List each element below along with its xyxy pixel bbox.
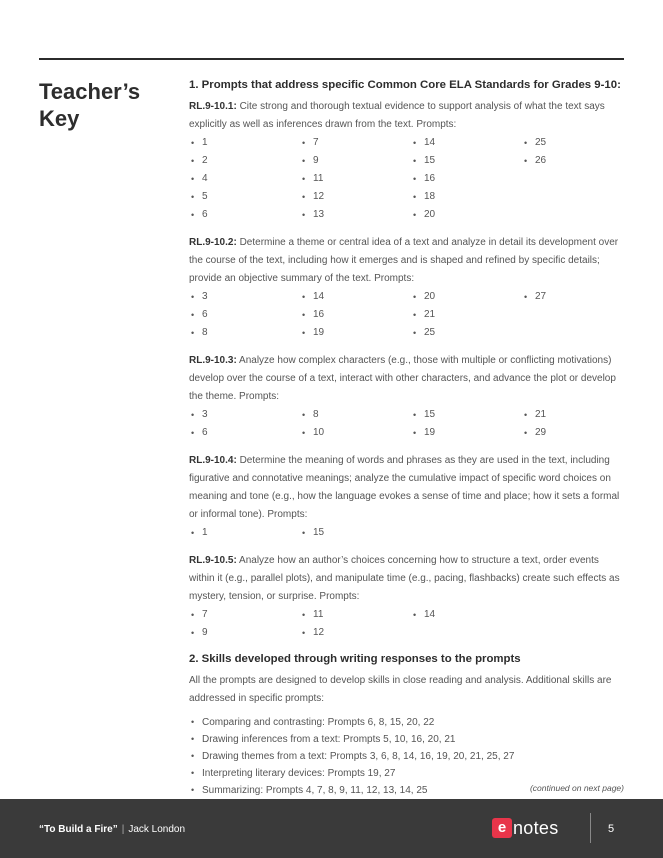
standard-code: RL.9-10.3: xyxy=(189,355,237,366)
prompt-number: • 14 xyxy=(411,606,522,624)
sidebar-title-line2: Key xyxy=(39,106,80,131)
prompt-number: • 9 xyxy=(300,152,411,170)
prompt-number: • 12 xyxy=(300,624,411,642)
prompt-number: • 3 xyxy=(189,406,300,424)
prompt-number: • 11 xyxy=(300,170,411,188)
prompt-number: • 3 xyxy=(189,288,300,306)
prompt-number: • 1 xyxy=(189,524,300,542)
standard-text xyxy=(189,552,625,606)
prompt-number: • 19 xyxy=(300,324,411,342)
prompt-columns xyxy=(189,134,625,224)
prompt-column xyxy=(522,524,633,542)
footer-divider xyxy=(590,813,591,843)
prompt-column xyxy=(411,288,522,342)
prompt-number: • 20 xyxy=(411,206,522,224)
prompt-number: • 14 xyxy=(300,288,411,306)
standard-text xyxy=(189,352,625,406)
prompt-number: • 6 xyxy=(189,306,300,324)
prompt-number: • 13 xyxy=(300,206,411,224)
standard-description: Cite strong and thorough textual evidence to support analysis of what the text says explicitly as well as inferences drawn from the text. Prompts: xyxy=(189,101,605,130)
prompt-number: • 26 xyxy=(522,152,633,170)
prompt-columns xyxy=(189,606,625,642)
standard-code: RL.9-10.2: xyxy=(189,237,237,248)
footer-work-title: “To Build a Fire” xyxy=(39,824,118,835)
prompt-number: • 20 xyxy=(411,288,522,306)
sidebar-title xyxy=(39,78,179,132)
prompt-number: • 15 xyxy=(411,406,522,424)
standard-block xyxy=(189,234,625,342)
prompt-number: • 21 xyxy=(411,306,522,324)
prompt-column xyxy=(300,406,411,442)
prompt-number: • 4 xyxy=(189,170,300,188)
sidebar-title-line1: Teacher’s xyxy=(39,79,141,104)
continued-note: (continued on next page) xyxy=(529,783,624,793)
prompt-number: • 1 xyxy=(189,134,300,152)
top-divider xyxy=(39,58,624,60)
standard-block xyxy=(189,98,625,224)
prompt-number: • 16 xyxy=(411,170,522,188)
footer-separator: | xyxy=(121,824,125,835)
prompt-number: • 18 xyxy=(411,188,522,206)
prompt-column xyxy=(300,288,411,342)
skill-item: • Comparing and contrasting: Prompts 6, 8, 15, 20, 22 xyxy=(189,714,625,731)
prompt-number: • 15 xyxy=(300,524,411,542)
skill-item: • Summarizing: Prompts 4, 7, 8, 9, 11, 12, 13, 14, 25 xyxy=(189,782,625,799)
prompt-number: • 5 xyxy=(189,188,300,206)
standard-code: RL.9-10.1: xyxy=(189,101,237,112)
prompt-columns xyxy=(189,288,625,342)
prompt-column xyxy=(522,134,633,224)
prompt-number: • 8 xyxy=(189,324,300,342)
prompt-column xyxy=(411,406,522,442)
skill-item: • Interpreting literary devices: Prompts 19, 27 xyxy=(189,765,625,782)
prompt-number: • 7 xyxy=(300,134,411,152)
prompt-number: • 11 xyxy=(300,606,411,624)
footer-title xyxy=(39,824,185,835)
prompt-number: • 25 xyxy=(522,134,633,152)
prompt-number: • 25 xyxy=(411,324,522,342)
prompt-number: • 29 xyxy=(522,424,633,442)
prompt-column xyxy=(411,606,522,642)
skill-item: • Drawing inferences from a text: Prompts 5, 10, 16, 20, 21 xyxy=(189,731,625,748)
prompt-number: • 6 xyxy=(189,424,300,442)
prompt-number: • 8 xyxy=(300,406,411,424)
prompt-number: • 19 xyxy=(411,424,522,442)
skill-item: • Drawing themes from a text: Prompts 3, 6, 8, 14, 16, 19, 20, 21, 25, 27 xyxy=(189,748,625,765)
prompt-column xyxy=(300,524,411,542)
standard-block xyxy=(189,452,625,542)
prompt-number: • 7 xyxy=(189,606,300,624)
standard-code: RL.9-10.4: xyxy=(189,455,237,466)
section1-heading: 1. Prompts that address specific Common Core ELA Standards for Grades 9-10: xyxy=(189,79,621,91)
enotes-logo-e-icon: e xyxy=(492,818,512,838)
standard-description: Analyze how complex characters (e.g., those with multiple or conflicting motivations) develop over the course of a text, interact with other characters, and advance the plot or develop the theme. Prompts: xyxy=(189,355,616,402)
standard-block xyxy=(189,552,625,642)
standard-description: Determine the meaning of words and phrases as they are used in the text, including figurative and connotative meanings; analyze the cumulative impact of specific word choices on meaning and tone (e.g., how the language evokes a sense of time and place; how it sets a formal or informal tone). Prompts: xyxy=(189,455,620,520)
enotes-logo-text: notes xyxy=(513,817,559,838)
standard-description: Analyze how an author’s choices concerning how to structure a text, order events within it (e.g., parallel plots), and manipulate time (e.g., pacing, flashbacks) create such effects as mystery, tension, or surprise. Prompts: xyxy=(189,555,620,602)
prompt-column xyxy=(522,606,633,642)
prompt-number: • 27 xyxy=(522,288,633,306)
prompt-number: • 14 xyxy=(411,134,522,152)
prompt-number: • 2 xyxy=(189,152,300,170)
page-number: 5 xyxy=(608,823,615,835)
prompt-number: • 10 xyxy=(300,424,411,442)
prompt-number: • 15 xyxy=(411,152,522,170)
section2-intro: All the prompts are designed to develop skills in close reading and analysis. Additional skills are addressed in specific prompts: xyxy=(189,675,612,704)
section2-heading: 2. Skills developed through writing responses to the prompts xyxy=(189,653,521,665)
main-content xyxy=(189,78,625,799)
footer xyxy=(0,799,663,858)
prompt-column xyxy=(300,134,411,224)
prompt-column xyxy=(411,524,522,542)
prompt-column xyxy=(189,524,300,542)
footer-author: Jack London xyxy=(128,824,186,835)
prompt-column xyxy=(300,606,411,642)
prompt-number: • 21 xyxy=(522,406,633,424)
prompt-column xyxy=(189,606,300,642)
prompt-columns xyxy=(189,406,625,442)
prompt-number: • 9 xyxy=(189,624,300,642)
prompt-column xyxy=(411,134,522,224)
prompt-column xyxy=(189,288,300,342)
standard-description: Determine a theme or central idea of a text and analyze in detail its development over the course of the text, including how it emerges and is shaped and refined by specific details; provide an objective summary of the text. Prompts: xyxy=(189,237,619,284)
prompt-column xyxy=(522,288,633,342)
standard-block xyxy=(189,352,625,442)
prompt-columns xyxy=(189,524,625,542)
prompt-column xyxy=(189,134,300,224)
standards-list xyxy=(189,98,625,642)
prompt-column xyxy=(189,406,300,442)
prompt-number: • 12 xyxy=(300,188,411,206)
enotes-logo xyxy=(492,817,559,839)
prompt-column xyxy=(522,406,633,442)
standard-code: RL.9-10.5: xyxy=(189,555,237,566)
standard-text xyxy=(189,234,625,288)
prompt-number: • 6 xyxy=(189,206,300,224)
prompt-number: • 16 xyxy=(300,306,411,324)
standard-text xyxy=(189,98,625,134)
standard-text xyxy=(189,452,625,524)
